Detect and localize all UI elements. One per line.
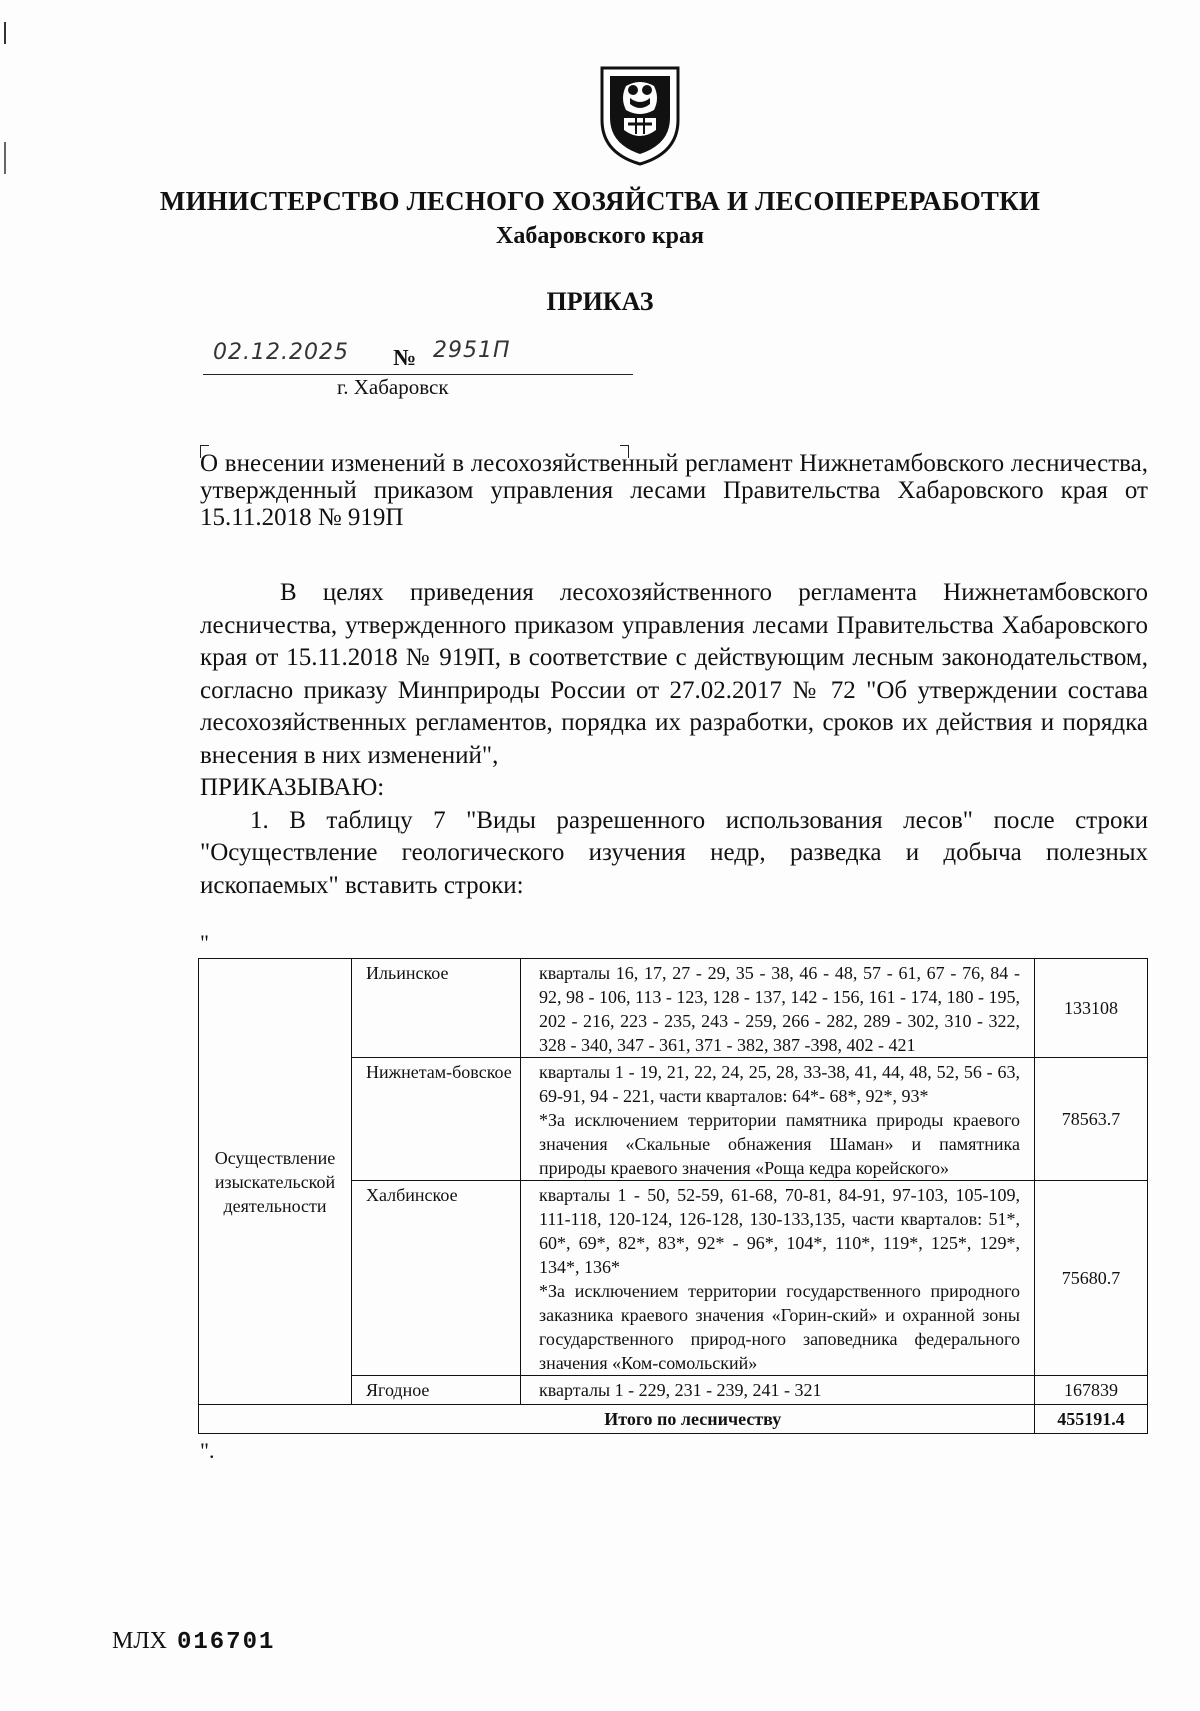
area-cell: 78563.7 [1035,1058,1148,1181]
forest-use-table [198,958,1148,1434]
scan-mark [4,22,6,44]
coat-of-arms-icon [596,58,684,168]
blocks-text: кварталы 1 - 229, 231 - 239, 241 - 321 [539,1380,822,1400]
forestry-name: Нижнетам-бовское [352,1058,521,1181]
total-label: Итого по лесничеству [352,1405,1035,1434]
close-quote: ". [200,1438,215,1463]
order-word: ПРИКАЗЫВАЮ: [200,774,385,801]
order-date: 02.12.2025 [213,340,349,365]
activity-cell: Осуществление изыскательской деятельности [199,959,352,1405]
blocks-text: кварталы 1 - 19, 21, 22, 24, 25, 28, 33-38, 41, 44, 48, 52, 56 - 63, 69-91, 94 - 221, части кварталов: 64*- 68*, 92*, 93* [539,1062,1020,1106]
city: г. Хабаровск [337,375,449,399]
blocks-text: кварталы 16, 17, 27 - 29, 35 - 38, 46 - 48, 57 - 61, 67 - 76, 84 - 92, 98 - 106, 113 - 123, 128 - 137, 142 - 156, 161 - 174, 180 - 195, 202 - 216, 223 - 235, 243 - 259, 266 - 282, 289 - 302, 310 - 322, 328 - 340, 347 - 361, 371 - 382, 387 -398, 402 - 421 [539,963,1020,1055]
area-cell: 167839 [1035,1376,1148,1405]
order-body [200,577,1148,902]
open-quote: " [200,930,209,955]
total-area: 455191.4 [1035,1405,1148,1434]
blocks-text: кварталы 1 - 50, 52-59, 61-68, 70-81, 84-91, 97-103, 105-109, 111-118, 120-124, 126-128, 130-133,135, части кварталов: 51*, 60*, 69*, 82*, 83*, 92* - 96*, 104*, 110*, 119*, 125*, 129*, 134*, 136* [539,1185,1020,1277]
order-number-label: № [393,345,417,370]
form-serial-number: 016701 [176,1629,276,1656]
area-cell: 75680.7 [1035,1181,1148,1376]
total-empty-cell [199,1405,352,1434]
blocks-cell [521,1181,1035,1376]
table-total-row [199,1405,1148,1434]
ministry-name: МИНИСТЕРСТВО ЛЕСНОГО ХОЗЯЙСТВА И ЛЕСОПЕРЕРАБОТКИ [159,186,1041,216]
forestry-name: Халбинское [352,1181,521,1376]
form-prefix: МЛХ [112,1628,167,1654]
scan-mark [4,142,6,174]
forestry-name: Ильинское [352,959,521,1058]
blocks-cell [521,959,1035,1058]
order-number: 2951П [433,338,511,363]
blocks-cell [521,1376,1035,1405]
table-row [199,959,1148,1058]
item-1: 1. В таблицу 7 "Виды разрешенного использования лесов" после строки "Осуществление геологического изучения недр, разведка и добыча полезных ископаемых" вставить строки: [200,806,1148,899]
form-serial [112,1628,275,1656]
blocks-cell [521,1058,1035,1181]
exclusion-note: *За исключением территории памятника природы краевого значения «Скальные обнажения Шаман» и памятника природы краевого значения «Роща кедра корейского» [539,1110,1020,1178]
forestry-name: Ягодное [352,1376,521,1405]
order-subject: О внесении изменений в лесохозяйственный регламент Нижнетамбовского лесничества, утвержденный приказом управления лесами Правительства Хабаровского края от 15.11.2018 № 919П [200,450,1148,531]
document-type: ПРИКАЗ [546,287,654,316]
area-cell: 133108 [1035,959,1148,1058]
preamble: В целях приведения лесохозяйственного регламента Нижнетамбовского лесничества, утвержденного приказом управления лесами Правительства Хабаровского края от 15.11.2018 № 919П, в соответствие с действующим лесным законодательством, согласно приказу Минприроды России от 27.02.2017 № 72 "Об утверждении состава лесохозяйственных регламентов, порядка их разработки, сроков их действия и порядка внесения в них изменений", [200,579,1148,769]
ministry-region: Хабаровского края [496,223,704,249]
exclusion-note: *За исключением территории государственного природного заказника краевого значения «Горин-ский» и охранной зоны государственного природ-ного заповедника федерального значения «Ком-сомольский» [539,1281,1020,1373]
